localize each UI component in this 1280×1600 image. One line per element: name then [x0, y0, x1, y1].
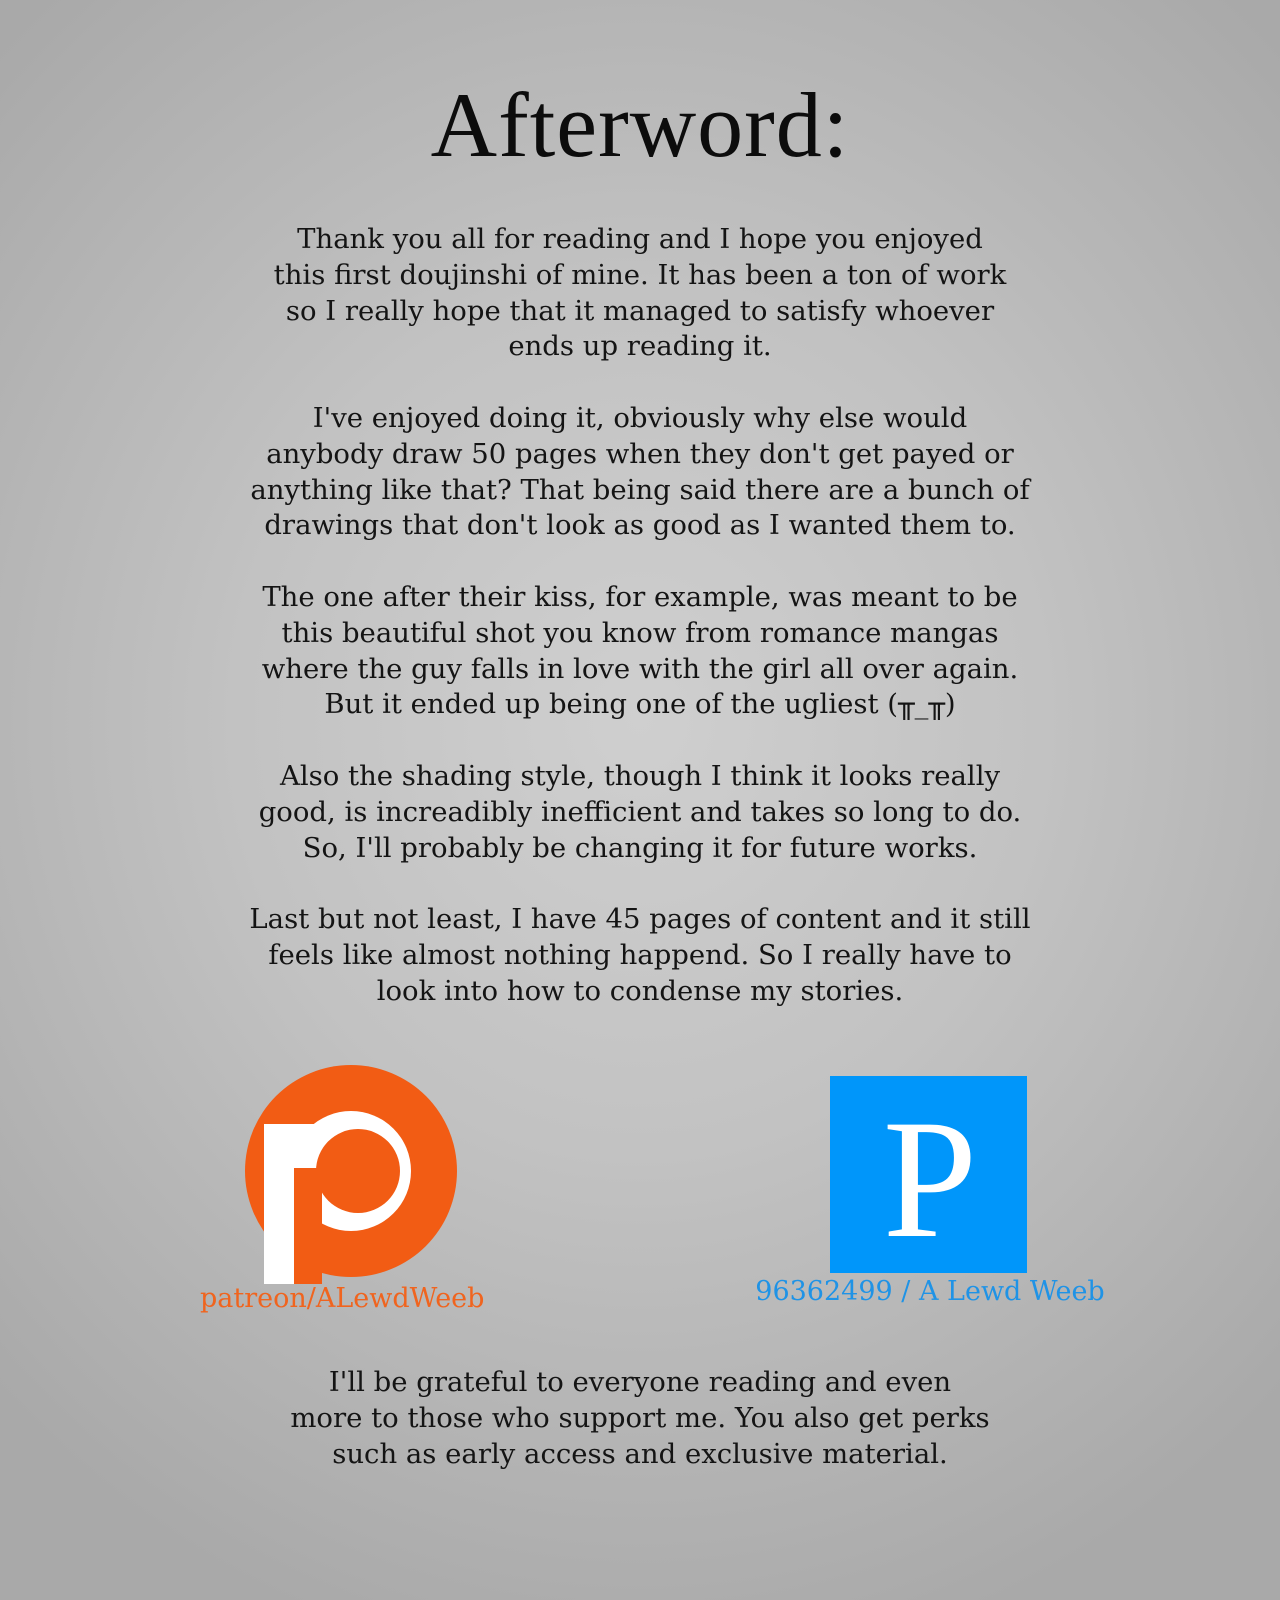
paragraph-3	[190, 580, 1090, 723]
paragraph-line: anything like that? That being said there are a bunch of	[250, 473, 1030, 506]
paragraph-line: this beautiful shot you know from romance mangas	[281, 616, 999, 649]
paragraph-4	[190, 759, 1090, 866]
closing-line: such as early access and exclusive material.	[332, 1437, 948, 1470]
closing-line: more to those who support me. You also get perks	[290, 1401, 990, 1434]
pixiv-id-link[interactable]: 96362499 / A Lewd Weeb	[755, 1276, 1105, 1307]
paragraph-line: so I really hope that it managed to satisfy whoever	[285, 294, 995, 327]
paragraph-line: drawings that don't look as good as I wanted them to.	[264, 509, 1016, 542]
pixiv-letter: P	[882, 1085, 978, 1273]
pixiv-logo-icon[interactable]	[830, 1076, 1027, 1273]
paragraph-line: I've enjoyed doing it, obviously why else would	[312, 401, 968, 434]
paragraph-line: anybody draw 50 pages when they don't get payed or	[266, 437, 1014, 470]
patreon-link[interactable]: patreon/ALewdWeeb	[200, 1283, 485, 1314]
afterword-body	[190, 222, 1090, 1045]
paragraph-line: Also the shading style, though I think it looks really	[279, 759, 1001, 792]
paragraph-line: ends up reading it.	[508, 330, 772, 363]
paragraph-5	[190, 902, 1090, 1009]
paragraph-line: where the guy falls in love with the girl all over again.	[261, 652, 1019, 685]
paragraph-line: So, I'll probably be changing it for future works.	[302, 831, 978, 864]
paragraph-2	[190, 401, 1090, 544]
closing-line: I'll be grateful to everyone reading and even	[328, 1366, 952, 1398]
paragraph-line: good, is increadibly inefficient and takes so long to do.	[258, 795, 1022, 828]
paragraph-line: this first doujinshi of mine. It has been a ton of work	[273, 258, 1007, 291]
paragraph-line: feels like almost nothing happend. So I really have to	[268, 938, 1012, 971]
closing-message	[190, 1365, 1090, 1472]
paragraph-line: Last but not least, I have 45 pages of content and it still	[249, 903, 1031, 936]
pixiv-logo-graphic	[830, 1076, 1027, 1273]
patreon-logo-graphic	[240, 1064, 460, 1284]
patreon-logo-icon[interactable]	[240, 1064, 460, 1284]
paragraph-1	[190, 222, 1090, 365]
paragraph-line: The one after their kiss, for example, was meant to be	[262, 580, 1018, 613]
paragraph-line: But it ended up being one of the ugliest (╥_╥)	[324, 688, 956, 721]
page-title: Afterword:	[430, 74, 850, 176]
paragraph-line: look into how to condense my stories.	[376, 974, 904, 1007]
paragraph-line: Thank you all for reading and I hope you enjoyed	[297, 223, 983, 255]
